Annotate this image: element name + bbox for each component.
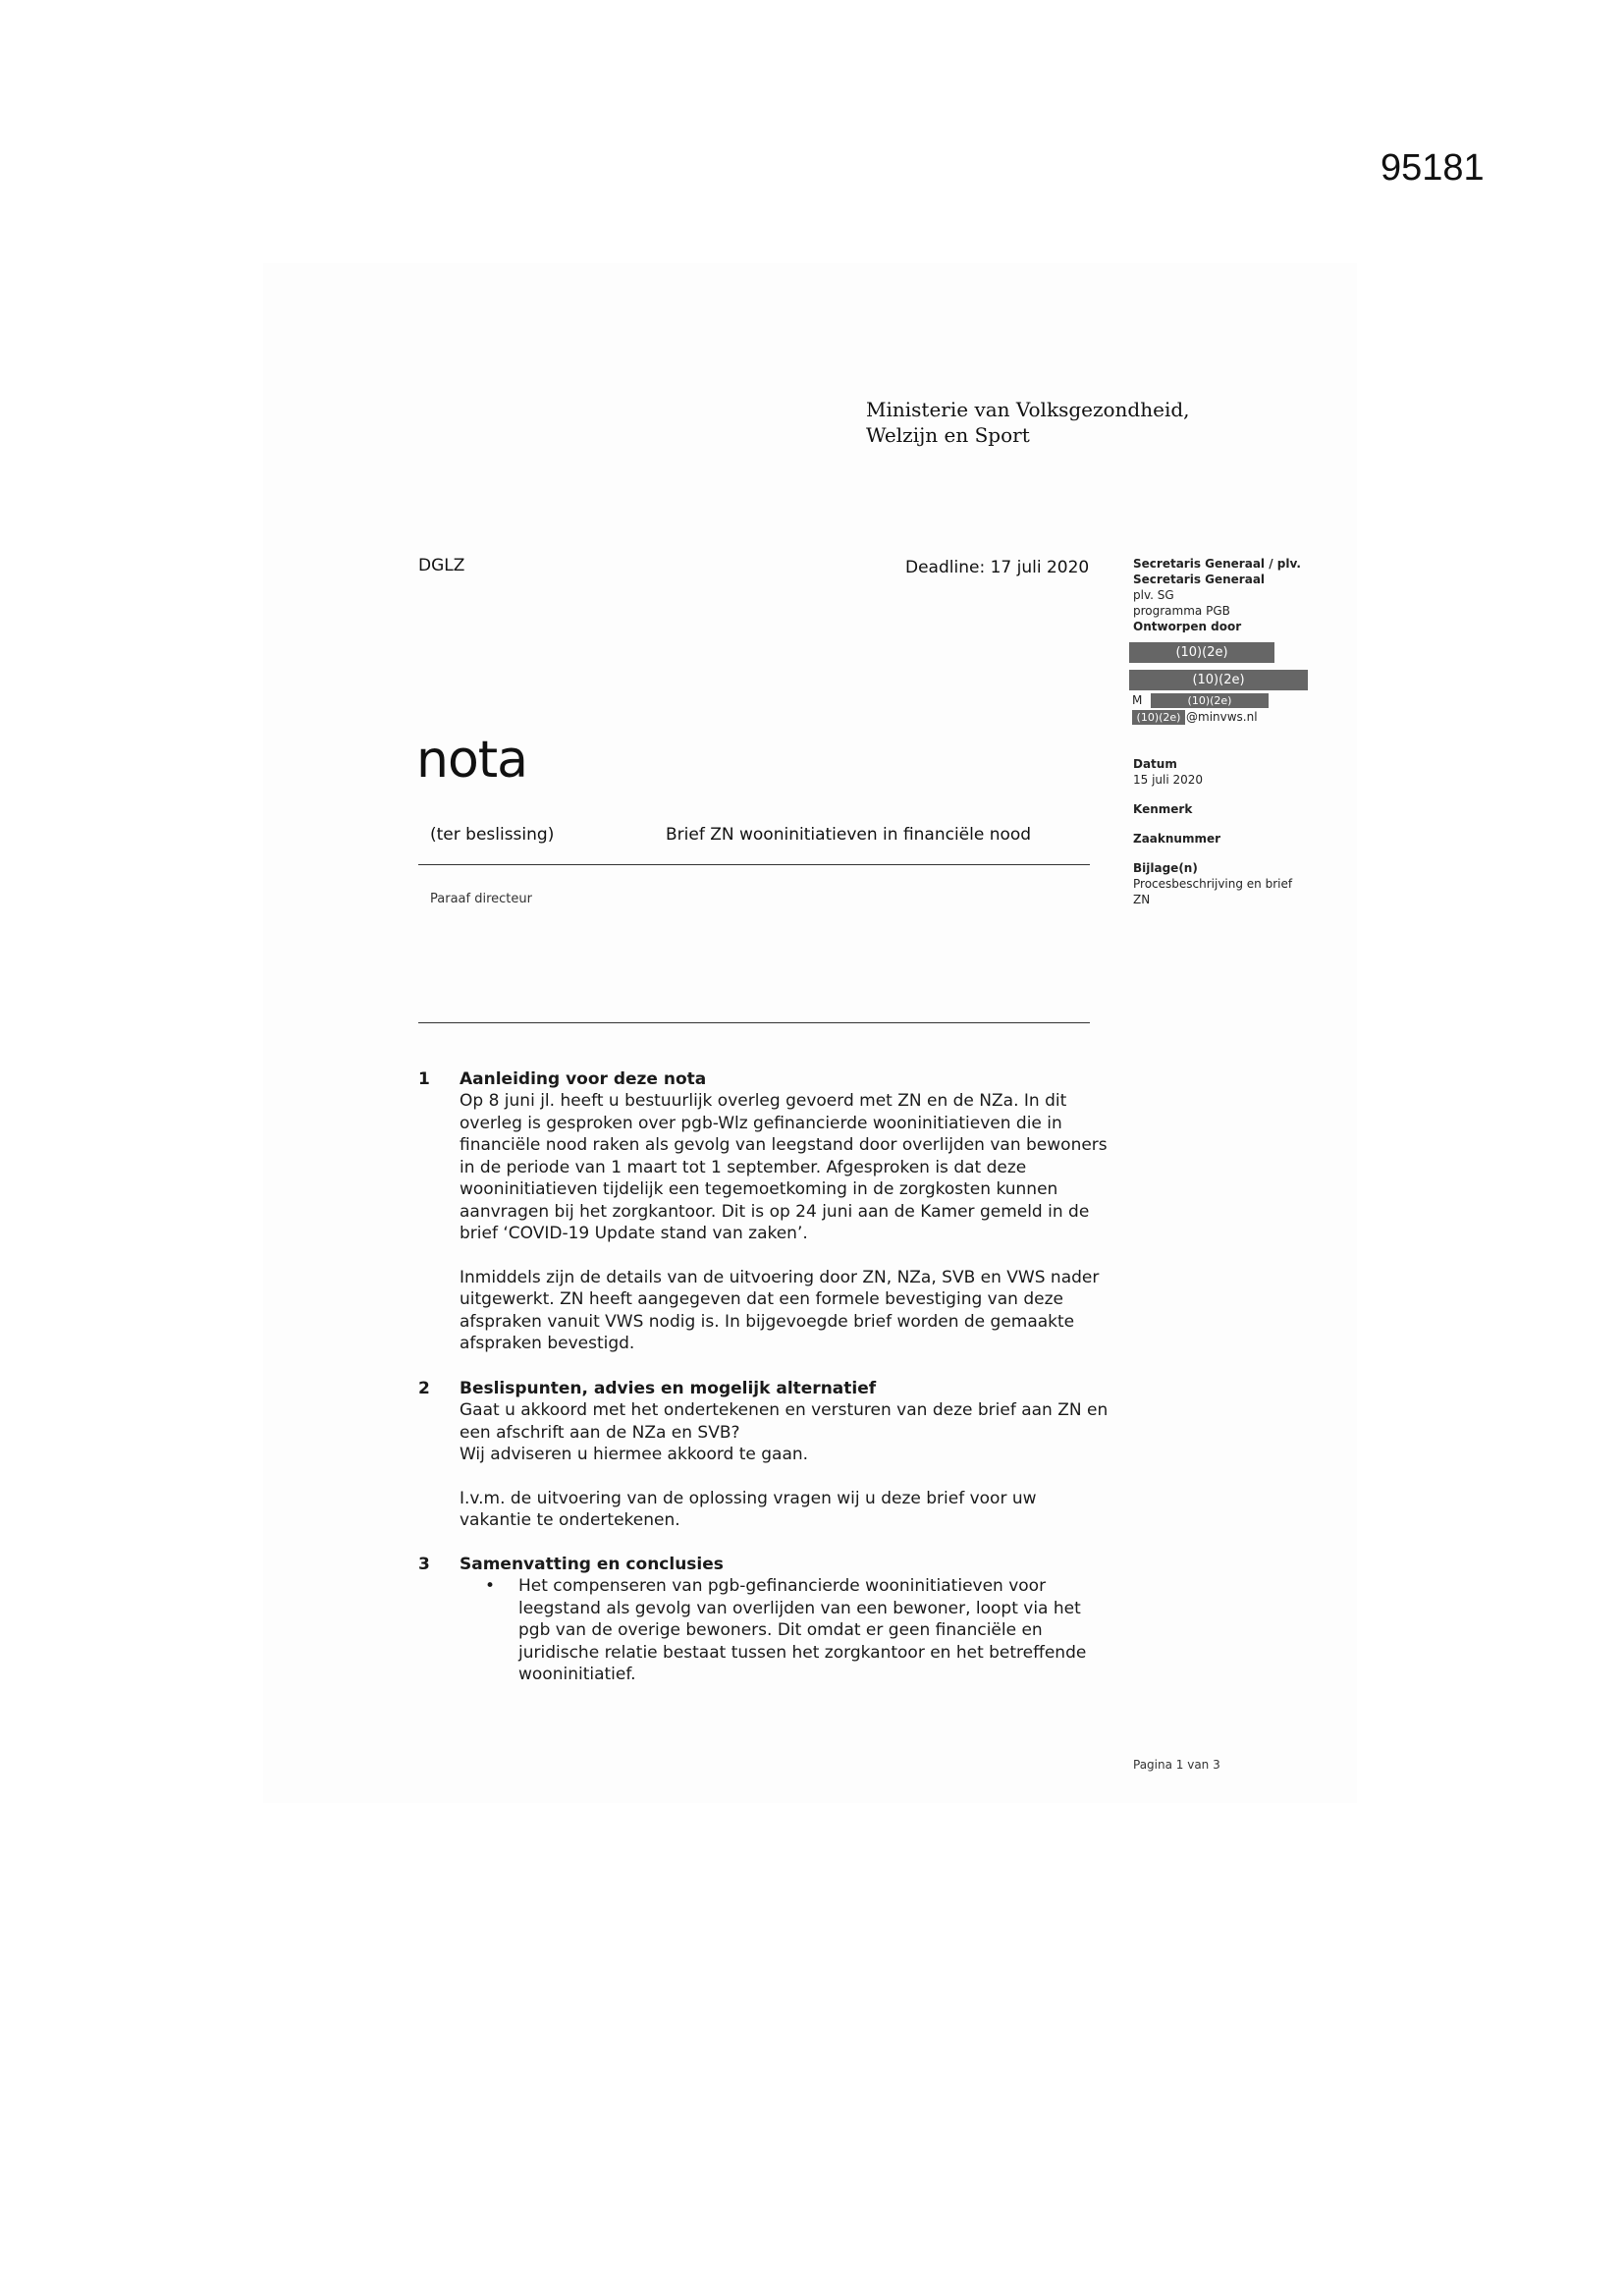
zaaknummer-label: Zaaknummer [1133, 832, 1221, 846]
email-suffix: @minvws.nl [1186, 710, 1258, 724]
recipient-line: plv. SG [1133, 588, 1174, 602]
section-samenvatting [418, 1554, 1125, 1701]
section-number: 3 [418, 1555, 430, 1574]
section-title: Aanleiding voor deze nota [460, 1069, 707, 1089]
meta-block [1133, 756, 1339, 907]
paragraph-line: Op 8 juni jl. heeft u bestuurlijk overleg gevoerd met ZN en de NZa. In dit [460, 1091, 1067, 1111]
redaction-bar: (10)(2e) [1132, 710, 1185, 725]
paragraph-line: afspraken vanuit VWS nodig is. In bijgevoegde brief worden de gemaakte [460, 1311, 1075, 1332]
paragraph-line: Het compenseren van pgb-gefinancierde wooninitiatieven voor [518, 1576, 1047, 1596]
paragraph-line: aanvragen bij het zorgkantoor. Dit is op 24 juni aan de Kamer gemeld in de [460, 1201, 1090, 1222]
paragraph-line: afspraken bevestigd. [460, 1334, 635, 1353]
ministry-line: Ministerie van Volksgezondheid, [866, 398, 1190, 421]
paragraph-line: wooninitiatieven tijdelijk een tegemoetkoming in de zorgkosten kunnen [460, 1179, 1058, 1199]
document-number: 95181 [1380, 147, 1485, 189]
paragraph-line: vakantie te ondertekenen. [460, 1510, 680, 1530]
section-beslispunten [418, 1378, 1125, 1535]
paragraph-line: Wij adviseren u hiermee akkoord te gaan. [460, 1445, 809, 1464]
bijlage-value: ZN [1133, 893, 1151, 906]
doc-type-title: nota [416, 731, 528, 790]
phone-prefix: M [1132, 693, 1143, 707]
section-aanleiding [418, 1068, 1125, 1353]
section-body [460, 1090, 1137, 1355]
page-number: Pagina 1 van 3 [1133, 1758, 1220, 1772]
paragraph-line: Inmiddels zijn de details van de uitvoering door ZN, NZa, SVB en VWS nader [460, 1267, 1100, 1287]
bullet-icon: • [485, 1576, 496, 1596]
redaction-bar: (10)(2e) [1129, 642, 1274, 663]
paragraph-line: een afschrift aan de NZa en SVB? [460, 1422, 740, 1443]
deadline: Deadline: 17 juli 2020 [905, 558, 1090, 577]
section-number: 1 [418, 1069, 430, 1089]
ministry-line: Welzijn en Sport [866, 423, 1030, 447]
bijlage-label: Bijlage(n) [1133, 861, 1198, 875]
section-title: Samenvatting en conclusies [460, 1555, 724, 1574]
datum-value: 15 juli 2020 [1133, 773, 1204, 787]
recipient-line: programma PGB [1133, 604, 1230, 618]
paragraph-line: I.v.m. de uitvoering van de oplossing vragen wij u deze brief voor uw [460, 1488, 1037, 1508]
redaction-bar: (10)(2e) [1151, 693, 1269, 708]
kenmerk-label: Kenmerk [1133, 802, 1193, 816]
paragraph-line: juridische relatie bestaat tussen het zorgkantoor en het betreffende [518, 1642, 1087, 1663]
subject: Brief ZN wooninitiatieven in financiële nood [666, 825, 1032, 845]
paragraph-line: wooninitiatief. [518, 1665, 636, 1684]
paragraph-line: uitgewerkt. ZN heeft aangegeven dat een formele bevestiging van deze [460, 1289, 1063, 1309]
datum-label: Datum [1133, 757, 1177, 771]
purpose: (ter beslissing) [430, 825, 555, 845]
bullet-text [518, 1575, 1086, 1686]
section-title: Beslispunten, advies en mogelijk alternatief [460, 1379, 877, 1398]
paragraph-line: Gaat u akkoord met het ondertekenen en versturen van deze brief aan ZN en [460, 1400, 1109, 1420]
section-body [460, 1399, 1137, 1532]
redaction-bar: (10)(2e) [1129, 670, 1308, 690]
recipient-line: Secretaris Generaal / plv. [1133, 557, 1301, 571]
paragraph-line: brief ‘COVID-19 Update stand van zaken’. [460, 1224, 808, 1243]
paragraph-line: pgb van de overige bewoners. Dit omdat er geen financiële en [518, 1620, 1043, 1640]
paraaf-label: Paraaf directeur [430, 892, 532, 906]
designed-by-label: Ontworpen door [1133, 620, 1242, 632]
divider [418, 1022, 1090, 1023]
ministry-logo-text [866, 397, 1190, 448]
department: DGLZ [418, 556, 465, 575]
paragraph-line: leegstand als gevolg van overlijden van een bewoner, loopt via het [518, 1598, 1081, 1618]
recipient-line: Secretaris Generaal [1133, 573, 1266, 586]
paragraph-line: in de periode van 1 maart tot 1 september. Afgesproken is dat deze [460, 1157, 1027, 1177]
recipient-block [1133, 556, 1339, 632]
paragraph-line: overleg is gesproken over pgb-Wlz gefinancierde wooninitiatieven die in [460, 1113, 1062, 1133]
divider [418, 864, 1090, 865]
paragraph-line: financiële nood raken als gevolg van leegstand door overlijden van bewoners [460, 1135, 1108, 1155]
bijlage-value: Procesbeschrijving en brief [1133, 877, 1293, 891]
section-number: 2 [418, 1379, 430, 1398]
